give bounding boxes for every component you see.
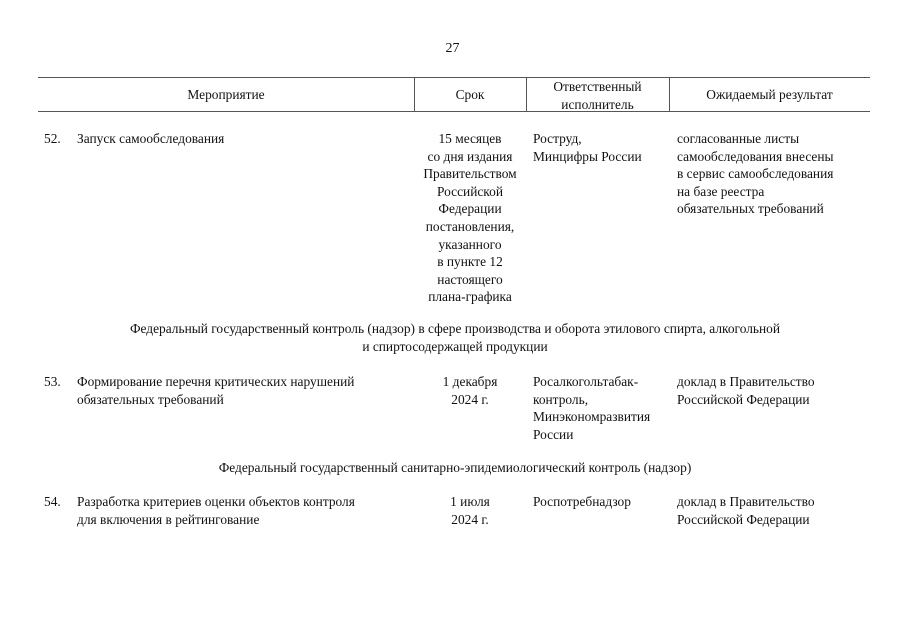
header-responsible-line: исполнитель — [561, 96, 634, 112]
deadline-line: Российской — [437, 183, 503, 199]
deadline-line: настоящего — [437, 271, 503, 287]
header-deadline: Срок — [455, 87, 485, 102]
row-number: 54. — [44, 494, 61, 509]
deadline-line: указанного — [438, 236, 502, 252]
deadline-line: 15 месяцев — [438, 131, 502, 146]
result-line: Российской Федерации — [677, 391, 810, 407]
result-line: Российской Федерации — [677, 511, 810, 527]
row-number: 52. — [44, 131, 61, 146]
deadline-line: Правительством — [423, 166, 517, 182]
row-event: Запуск самообследования — [77, 131, 225, 146]
responsible-line: Минцифры России — [533, 148, 642, 164]
section-title — [40, 459, 870, 477]
result-line: на базе реестра — [677, 183, 765, 199]
row-event — [77, 373, 354, 408]
responsible-line: Роспотребнадзор — [533, 494, 631, 509]
deadline-line: плана-графика — [428, 289, 512, 305]
responsible-line: Роструд, — [533, 131, 582, 146]
deadline-line: в пункте 12 — [437, 254, 503, 270]
row-responsible — [533, 493, 631, 511]
header-result: Ожидаемый результат — [706, 87, 833, 102]
row-result — [677, 130, 834, 218]
row-number: 53. — [44, 374, 61, 389]
responsible-line: Росалкогольтабак- — [533, 374, 639, 389]
deadline-line: 1 декабря — [442, 374, 498, 389]
event-line: обязательных требований — [77, 391, 224, 407]
event-line: Разработка критериев оценки объектов контроля — [77, 494, 355, 509]
responsible-line: России — [533, 426, 574, 442]
section-title-line: Федеральный государственный контроль (надзор) в сфере производства и оборота этилового спирта, алкогольной — [129, 321, 781, 336]
result-line: обязательных требований — [677, 201, 824, 217]
row-deadline — [414, 130, 526, 306]
page-number: 27 — [445, 41, 460, 56]
header-responsible — [526, 78, 669, 113]
deadline-line: со дня издания — [427, 148, 513, 164]
row-result — [677, 493, 815, 528]
header-event: Мероприятие — [187, 87, 265, 102]
result-line: согласованные листы — [677, 131, 800, 146]
deadline-line: 2024 г. — [451, 391, 489, 407]
row-responsible — [533, 373, 650, 443]
event-line: Формирование перечня критических нарушений — [77, 374, 355, 389]
responsible-line: Минэкономразвития — [533, 409, 651, 425]
section-title-line: Федеральный государственный санитарно-эпидемиологический контроль (надзор) — [218, 460, 692, 475]
result-line: самообследования внесены — [677, 148, 834, 164]
section-title-line: и спиртосодержащей продукции — [362, 338, 548, 354]
section-title — [40, 320, 870, 355]
deadline-line: 1 июля — [450, 494, 490, 509]
table-header-top-rule — [38, 77, 870, 78]
result-line: доклад в Правительство — [677, 374, 815, 389]
responsible-line: контроль, — [533, 391, 589, 407]
result-line: доклад в Правительство — [677, 494, 815, 509]
header-responsible-line: Ответственный — [553, 79, 642, 94]
row-event — [77, 493, 355, 528]
deadline-line: постановления, — [425, 218, 515, 234]
row-deadline — [414, 373, 526, 408]
row-responsible — [533, 130, 642, 165]
row-result — [677, 373, 815, 408]
row-deadline — [414, 493, 526, 528]
event-line: для включения в рейтингование — [77, 511, 260, 527]
deadline-line: 2024 г. — [451, 511, 489, 527]
table-header-bottom-rule — [38, 111, 870, 112]
deadline-line: Федерации — [438, 201, 502, 217]
result-line: в сервис самообследования — [677, 166, 834, 182]
